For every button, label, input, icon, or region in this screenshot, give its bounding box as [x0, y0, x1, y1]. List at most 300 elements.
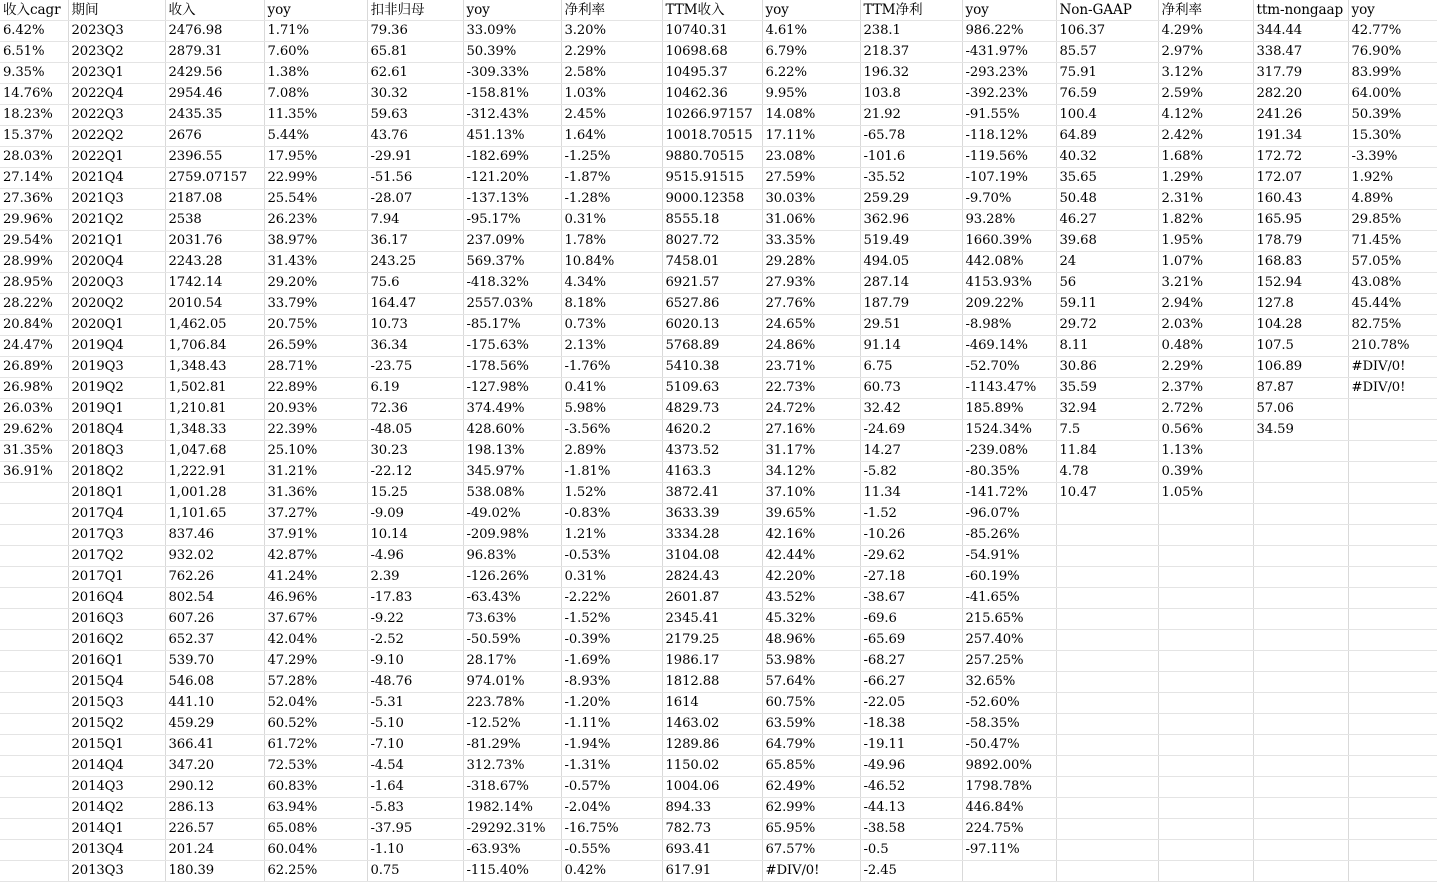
- table-cell[interactable]: 2031.76: [165, 231, 264, 252]
- table-cell[interactable]: 31.17%: [762, 441, 860, 462]
- table-cell[interactable]: 290.12: [165, 777, 264, 798]
- table-cell[interactable]: 3104.08: [662, 546, 762, 567]
- table-cell[interactable]: 338.47: [1253, 42, 1348, 63]
- table-cell[interactable]: -137.13%: [463, 189, 561, 210]
- table-cell[interactable]: [1348, 462, 1437, 483]
- table-cell[interactable]: 2013Q4: [68, 840, 165, 861]
- table-cell[interactable]: 127.8: [1253, 294, 1348, 315]
- table-cell[interactable]: 106.37: [1056, 21, 1158, 42]
- table-cell[interactable]: 1.38%: [264, 63, 367, 84]
- table-cell[interactable]: 9000.12358: [662, 189, 762, 210]
- table-cell[interactable]: -69.6: [860, 609, 962, 630]
- table-cell[interactable]: 27.59%: [762, 168, 860, 189]
- table-cell[interactable]: [1158, 798, 1253, 819]
- table-cell[interactable]: 29.20%: [264, 273, 367, 294]
- table-cell[interactable]: -95.17%: [463, 210, 561, 231]
- table-cell[interactable]: -107.19%: [962, 168, 1056, 189]
- table-cell[interactable]: -65.69: [860, 630, 962, 651]
- table-cell[interactable]: -54.91%: [962, 546, 1056, 567]
- table-cell[interactable]: 57.05%: [1348, 252, 1437, 273]
- table-cell[interactable]: 2.39: [367, 567, 463, 588]
- table-cell[interactable]: 32.94: [1056, 399, 1158, 420]
- table-cell[interactable]: 237.09%: [463, 231, 561, 252]
- table-cell[interactable]: 2023Q2: [68, 42, 165, 63]
- table-cell[interactable]: 2019Q4: [68, 336, 165, 357]
- table-cell[interactable]: [1056, 546, 1158, 567]
- table-cell[interactable]: 27.76%: [762, 294, 860, 315]
- table-cell[interactable]: 191.34: [1253, 126, 1348, 147]
- table-cell[interactable]: 37.67%: [264, 609, 367, 630]
- table-cell[interactable]: 17.11%: [762, 126, 860, 147]
- table-cell[interactable]: 1.95%: [1158, 231, 1253, 252]
- table-cell[interactable]: 0.41%: [561, 378, 662, 399]
- table-cell[interactable]: 62.61: [367, 63, 463, 84]
- table-cell[interactable]: 42.77%: [1348, 21, 1437, 42]
- table-cell[interactable]: 62.25%: [264, 861, 367, 882]
- table-cell[interactable]: 71.45%: [1348, 231, 1437, 252]
- table-cell[interactable]: 2013Q3: [68, 861, 165, 882]
- table-cell[interactable]: 6.22%: [762, 63, 860, 84]
- table-cell[interactable]: 29.85%: [1348, 210, 1437, 231]
- table-cell[interactable]: [1056, 735, 1158, 756]
- table-cell[interactable]: [1056, 588, 1158, 609]
- table-cell[interactable]: 76.90%: [1348, 42, 1437, 63]
- table-cell[interactable]: 1742.14: [165, 273, 264, 294]
- column-header[interactable]: 收入cagr: [0, 0, 68, 21]
- table-cell[interactable]: 28.03%: [0, 147, 68, 168]
- table-cell[interactable]: -29.91: [367, 147, 463, 168]
- table-cell[interactable]: 4.78: [1056, 462, 1158, 483]
- table-cell[interactable]: 2179.25: [662, 630, 762, 651]
- table-cell[interactable]: 172.72: [1253, 147, 1348, 168]
- table-cell[interactable]: 2019Q1: [68, 399, 165, 420]
- table-cell[interactable]: -0.39%: [561, 630, 662, 651]
- table-cell[interactable]: 210.78%: [1348, 336, 1437, 357]
- table-cell[interactable]: 9.35%: [0, 63, 68, 84]
- table-cell[interactable]: 25.54%: [264, 189, 367, 210]
- table-cell[interactable]: -97.11%: [962, 840, 1056, 861]
- table-cell[interactable]: 2021Q3: [68, 189, 165, 210]
- table-cell[interactable]: -5.83: [367, 798, 463, 819]
- table-cell[interactable]: 185.89%: [962, 399, 1056, 420]
- table-cell[interactable]: -5.31: [367, 693, 463, 714]
- table-cell[interactable]: 1,101.65: [165, 504, 264, 525]
- table-cell[interactable]: -28.07: [367, 189, 463, 210]
- table-cell[interactable]: 2.42%: [1158, 126, 1253, 147]
- table-cell[interactable]: -51.56: [367, 168, 463, 189]
- table-cell[interactable]: -19.11: [860, 735, 962, 756]
- table-cell[interactable]: 165.95: [1253, 210, 1348, 231]
- table-cell[interactable]: [1253, 567, 1348, 588]
- table-cell[interactable]: 65.95%: [762, 819, 860, 840]
- table-cell[interactable]: [1158, 567, 1253, 588]
- table-cell[interactable]: -85.17%: [463, 315, 561, 336]
- table-cell[interactable]: [1158, 714, 1253, 735]
- table-cell[interactable]: 18.23%: [0, 105, 68, 126]
- table-cell[interactable]: 6.51%: [0, 42, 68, 63]
- table-cell[interactable]: 1.68%: [1158, 147, 1253, 168]
- table-cell[interactable]: -1.64: [367, 777, 463, 798]
- table-cell[interactable]: 6.75: [860, 357, 962, 378]
- table-cell[interactable]: 82.75%: [1348, 315, 1437, 336]
- table-cell[interactable]: 2018Q1: [68, 483, 165, 504]
- table-cell[interactable]: 20.93%: [264, 399, 367, 420]
- table-cell[interactable]: 1,047.68: [165, 441, 264, 462]
- table-cell[interactable]: 30.32: [367, 84, 463, 105]
- table-cell[interactable]: -115.40%: [463, 861, 561, 882]
- table-cell[interactable]: -12.52%: [463, 714, 561, 735]
- table-cell[interactable]: -469.14%: [962, 336, 1056, 357]
- table-cell[interactable]: 103.8: [860, 84, 962, 105]
- table-cell[interactable]: -178.56%: [463, 357, 561, 378]
- table-cell[interactable]: 0.31%: [561, 210, 662, 231]
- table-cell[interactable]: 22.99%: [264, 168, 367, 189]
- table-cell[interactable]: 2.45%: [561, 105, 662, 126]
- table-cell[interactable]: 3.12%: [1158, 63, 1253, 84]
- table-cell[interactable]: 10698.68: [662, 42, 762, 63]
- table-cell[interactable]: 209.22%: [962, 294, 1056, 315]
- table-cell[interactable]: [0, 819, 68, 840]
- table-cell[interactable]: 0.73%: [561, 315, 662, 336]
- table-cell[interactable]: 3.21%: [1158, 273, 1253, 294]
- table-cell[interactable]: -23.75: [367, 357, 463, 378]
- table-cell[interactable]: 6.42%: [0, 21, 68, 42]
- table-cell[interactable]: 1,348.43: [165, 357, 264, 378]
- table-cell[interactable]: [1253, 441, 1348, 462]
- table-cell[interactable]: 61.72%: [264, 735, 367, 756]
- table-cell[interactable]: 26.89%: [0, 357, 68, 378]
- table-cell[interactable]: 26.98%: [0, 378, 68, 399]
- table-cell[interactable]: [1348, 588, 1437, 609]
- table-cell[interactable]: -2.52: [367, 630, 463, 651]
- table-cell[interactable]: 2019Q2: [68, 378, 165, 399]
- table-cell[interactable]: 31.35%: [0, 441, 68, 462]
- table-cell[interactable]: 50.48: [1056, 189, 1158, 210]
- table-cell[interactable]: -46.52: [860, 777, 962, 798]
- table-cell[interactable]: [1158, 840, 1253, 861]
- table-cell[interactable]: -0.53%: [561, 546, 662, 567]
- table-cell[interactable]: 32.65%: [962, 672, 1056, 693]
- table-cell[interactable]: [1253, 483, 1348, 504]
- table-cell[interactable]: [1056, 756, 1158, 777]
- table-cell[interactable]: 79.36: [367, 21, 463, 42]
- table-cell[interactable]: 4829.73: [662, 399, 762, 420]
- table-cell[interactable]: 0.75: [367, 861, 463, 882]
- table-cell[interactable]: 8027.72: [662, 231, 762, 252]
- column-header[interactable]: yoy: [962, 0, 1056, 21]
- table-cell[interactable]: 33.79%: [264, 294, 367, 315]
- table-cell[interactable]: 27.93%: [762, 273, 860, 294]
- table-cell[interactable]: 38.97%: [264, 231, 367, 252]
- table-cell[interactable]: -431.97%: [962, 42, 1056, 63]
- table-cell[interactable]: 31.06%: [762, 210, 860, 231]
- table-cell[interactable]: -66.27: [860, 672, 962, 693]
- table-cell[interactable]: 2023Q1: [68, 63, 165, 84]
- table-cell[interactable]: 1982.14%: [463, 798, 561, 819]
- table-cell[interactable]: 2022Q3: [68, 105, 165, 126]
- table-cell[interactable]: 1986.17: [662, 651, 762, 672]
- table-cell[interactable]: 6921.57: [662, 273, 762, 294]
- table-cell[interactable]: -1.10: [367, 840, 463, 861]
- table-cell[interactable]: 10266.97157: [662, 105, 762, 126]
- table-cell[interactable]: 1289.86: [662, 735, 762, 756]
- table-cell[interactable]: 29.62%: [0, 420, 68, 441]
- table-cell[interactable]: 187.79: [860, 294, 962, 315]
- table-cell[interactable]: -1.31%: [561, 756, 662, 777]
- table-cell[interactable]: [1158, 630, 1253, 651]
- table-cell[interactable]: [0, 672, 68, 693]
- table-cell[interactable]: -0.83%: [561, 504, 662, 525]
- table-cell[interactable]: -2.04%: [561, 798, 662, 819]
- table-cell[interactable]: 42.04%: [264, 630, 367, 651]
- table-cell[interactable]: 1.92%: [1348, 168, 1437, 189]
- table-cell[interactable]: 3633.39: [662, 504, 762, 525]
- table-cell[interactable]: 2018Q4: [68, 420, 165, 441]
- table-cell[interactable]: [1056, 651, 1158, 672]
- table-cell[interactable]: 29.51: [860, 315, 962, 336]
- table-cell[interactable]: [1056, 714, 1158, 735]
- table-cell[interactable]: 2243.28: [165, 252, 264, 273]
- table-cell[interactable]: 2017Q4: [68, 504, 165, 525]
- table-cell[interactable]: -81.29%: [463, 735, 561, 756]
- table-cell[interactable]: 932.02: [165, 546, 264, 567]
- table-cell[interactable]: -1.28%: [561, 189, 662, 210]
- table-cell[interactable]: 617.91: [662, 861, 762, 882]
- table-cell[interactable]: [0, 798, 68, 819]
- table-cell[interactable]: [0, 861, 68, 882]
- table-cell[interactable]: -121.20%: [463, 168, 561, 189]
- table-cell[interactable]: 652.37: [165, 630, 264, 651]
- table-cell[interactable]: 72.36: [367, 399, 463, 420]
- table-cell[interactable]: -96.07%: [962, 504, 1056, 525]
- table-cell[interactable]: 10.84%: [561, 252, 662, 273]
- table-cell[interactable]: -1.81%: [561, 462, 662, 483]
- table-cell[interactable]: 40.32: [1056, 147, 1158, 168]
- table-cell[interactable]: [1348, 798, 1437, 819]
- table-cell[interactable]: 2015Q2: [68, 714, 165, 735]
- table-cell[interactable]: [1253, 840, 1348, 861]
- table-cell[interactable]: 1.03%: [561, 84, 662, 105]
- table-cell[interactable]: -1143.47%: [962, 378, 1056, 399]
- table-cell[interactable]: 2016Q2: [68, 630, 165, 651]
- table-cell[interactable]: 2.58%: [561, 63, 662, 84]
- table-cell[interactable]: 39.68: [1056, 231, 1158, 252]
- table-cell[interactable]: 100.4: [1056, 105, 1158, 126]
- table-cell[interactable]: -29292.31%: [463, 819, 561, 840]
- table-cell[interactable]: 894.33: [662, 798, 762, 819]
- table-cell[interactable]: 286.13: [165, 798, 264, 819]
- table-cell[interactable]: -38.67: [860, 588, 962, 609]
- table-cell[interactable]: 1.52%: [561, 483, 662, 504]
- table-cell[interactable]: [1348, 567, 1437, 588]
- table-cell[interactable]: 519.49: [860, 231, 962, 252]
- table-cell[interactable]: [1348, 756, 1437, 777]
- table-cell[interactable]: 2.37%: [1158, 378, 1253, 399]
- table-cell[interactable]: 441.10: [165, 693, 264, 714]
- table-cell[interactable]: 1.78%: [561, 231, 662, 252]
- table-cell[interactable]: 8555.18: [662, 210, 762, 231]
- table-cell[interactable]: -50.59%: [463, 630, 561, 651]
- table-cell[interactable]: [1158, 735, 1253, 756]
- table-cell[interactable]: [1253, 609, 1348, 630]
- table-cell[interactable]: 24.47%: [0, 336, 68, 357]
- table-cell[interactable]: 23.71%: [762, 357, 860, 378]
- table-cell[interactable]: 172.07: [1253, 168, 1348, 189]
- table-cell[interactable]: 59.63: [367, 105, 463, 126]
- table-cell[interactable]: 9892.00%: [962, 756, 1056, 777]
- table-cell[interactable]: 2396.55: [165, 147, 264, 168]
- table-cell[interactable]: 1660.39%: [962, 231, 1056, 252]
- table-cell[interactable]: 107.5: [1253, 336, 1348, 357]
- table-cell[interactable]: 57.06: [1253, 399, 1348, 420]
- table-cell[interactable]: 31.43%: [264, 252, 367, 273]
- table-cell[interactable]: 46.96%: [264, 588, 367, 609]
- table-cell[interactable]: 1150.02: [662, 756, 762, 777]
- table-cell[interactable]: -418.32%: [463, 273, 561, 294]
- table-cell[interactable]: 11.34: [860, 483, 962, 504]
- table-cell[interactable]: 607.26: [165, 609, 264, 630]
- table-cell[interactable]: 53.98%: [762, 651, 860, 672]
- table-cell[interactable]: 374.49%: [463, 399, 561, 420]
- table-cell[interactable]: 4.12%: [1158, 105, 1253, 126]
- table-cell[interactable]: 442.08%: [962, 252, 1056, 273]
- table-cell[interactable]: 196.32: [860, 63, 962, 84]
- table-cell[interactable]: 46.27: [1056, 210, 1158, 231]
- table-cell[interactable]: 347.20: [165, 756, 264, 777]
- table-cell[interactable]: -1.11%: [561, 714, 662, 735]
- table-cell[interactable]: [0, 609, 68, 630]
- table-cell[interactable]: 1,348.33: [165, 420, 264, 441]
- table-cell[interactable]: [1253, 798, 1348, 819]
- table-cell[interactable]: 2023Q3: [68, 21, 165, 42]
- column-header[interactable]: 收入: [165, 0, 264, 21]
- table-cell[interactable]: -127.98%: [463, 378, 561, 399]
- table-cell[interactable]: -141.72%: [962, 483, 1056, 504]
- table-cell[interactable]: 2010.54: [165, 294, 264, 315]
- table-cell[interactable]: 2016Q4: [68, 588, 165, 609]
- table-cell[interactable]: 65.08%: [264, 819, 367, 840]
- table-cell[interactable]: [1253, 714, 1348, 735]
- table-cell[interactable]: [1253, 693, 1348, 714]
- table-cell[interactable]: 28.95%: [0, 273, 68, 294]
- table-cell[interactable]: 3334.28: [662, 525, 762, 546]
- table-cell[interactable]: 25.10%: [264, 441, 367, 462]
- table-cell[interactable]: 168.83: [1253, 252, 1348, 273]
- table-cell[interactable]: 344.44: [1253, 21, 1348, 42]
- table-cell[interactable]: [1056, 840, 1158, 861]
- table-cell[interactable]: -126.26%: [463, 567, 561, 588]
- table-cell[interactable]: 43.08%: [1348, 273, 1437, 294]
- table-cell[interactable]: -119.56%: [962, 147, 1056, 168]
- table-cell[interactable]: 27.14%: [0, 168, 68, 189]
- table-cell[interactable]: 2954.46: [165, 84, 264, 105]
- table-cell[interactable]: 15.37%: [0, 126, 68, 147]
- table-cell[interactable]: 14.08%: [762, 105, 860, 126]
- table-cell[interactable]: 345.97%: [463, 462, 561, 483]
- table-cell[interactable]: 28.99%: [0, 252, 68, 273]
- table-cell[interactable]: 2014Q3: [68, 777, 165, 798]
- table-cell[interactable]: 64.89: [1056, 126, 1158, 147]
- table-cell[interactable]: 4.61%: [762, 21, 860, 42]
- table-cell[interactable]: 2.89%: [561, 441, 662, 462]
- table-cell[interactable]: 85.57: [1056, 42, 1158, 63]
- table-cell[interactable]: [1253, 672, 1348, 693]
- table-cell[interactable]: [1056, 504, 1158, 525]
- table-cell[interactable]: 28.71%: [264, 357, 367, 378]
- table-cell[interactable]: 28.17%: [463, 651, 561, 672]
- table-cell[interactable]: [1253, 651, 1348, 672]
- table-cell[interactable]: 27.16%: [762, 420, 860, 441]
- table-cell[interactable]: 59.11: [1056, 294, 1158, 315]
- table-cell[interactable]: -5.10: [367, 714, 463, 735]
- table-cell[interactable]: [1158, 756, 1253, 777]
- table-cell[interactable]: [1253, 504, 1348, 525]
- table-cell[interactable]: 243.25: [367, 252, 463, 273]
- table-cell[interactable]: 1.13%: [1158, 441, 1253, 462]
- table-cell[interactable]: 198.13%: [463, 441, 561, 462]
- table-cell[interactable]: -80.35%: [962, 462, 1056, 483]
- table-cell[interactable]: 2187.08: [165, 189, 264, 210]
- table-cell[interactable]: 52.04%: [264, 693, 367, 714]
- table-cell[interactable]: 5768.89: [662, 336, 762, 357]
- table-cell[interactable]: 14.27: [860, 441, 962, 462]
- table-cell[interactable]: 24: [1056, 252, 1158, 273]
- table-cell[interactable]: 2017Q1: [68, 567, 165, 588]
- table-cell[interactable]: 1798.78%: [962, 777, 1056, 798]
- table-cell[interactable]: -101.6: [860, 147, 962, 168]
- table-cell[interactable]: 2879.31: [165, 42, 264, 63]
- table-cell[interactable]: 2676: [165, 126, 264, 147]
- table-cell[interactable]: 22.73%: [762, 378, 860, 399]
- table-cell[interactable]: 1,502.81: [165, 378, 264, 399]
- table-cell[interactable]: -17.83: [367, 588, 463, 609]
- table-cell[interactable]: -1.52: [860, 504, 962, 525]
- table-cell[interactable]: 1,462.05: [165, 315, 264, 336]
- table-cell[interactable]: 4.34%: [561, 273, 662, 294]
- table-cell[interactable]: 2601.87: [662, 588, 762, 609]
- table-cell[interactable]: 2.59%: [1158, 84, 1253, 105]
- table-cell[interactable]: [0, 651, 68, 672]
- table-cell[interactable]: 20.84%: [0, 315, 68, 336]
- table-cell[interactable]: 6020.13: [662, 315, 762, 336]
- table-cell[interactable]: [1158, 609, 1253, 630]
- column-header[interactable]: TTM收入: [662, 0, 762, 21]
- table-cell[interactable]: 36.91%: [0, 462, 68, 483]
- table-cell[interactable]: 62.99%: [762, 798, 860, 819]
- table-cell[interactable]: 36.17: [367, 231, 463, 252]
- table-cell[interactable]: 494.05: [860, 252, 962, 273]
- table-cell[interactable]: [1348, 483, 1437, 504]
- table-cell[interactable]: 10.14: [367, 525, 463, 546]
- table-cell[interactable]: -85.26%: [962, 525, 1056, 546]
- table-cell[interactable]: 27.36%: [0, 189, 68, 210]
- table-cell[interactable]: -49.02%: [463, 504, 561, 525]
- table-cell[interactable]: [1056, 819, 1158, 840]
- table-cell[interactable]: #DIV/0!: [1348, 357, 1437, 378]
- table-cell[interactable]: 67.57%: [762, 840, 860, 861]
- table-cell[interactable]: 2345.41: [662, 609, 762, 630]
- table-cell[interactable]: [1158, 546, 1253, 567]
- table-cell[interactable]: -58.35%: [962, 714, 1056, 735]
- table-cell[interactable]: 2017Q2: [68, 546, 165, 567]
- table-cell[interactable]: 2019Q3: [68, 357, 165, 378]
- table-cell[interactable]: -68.27: [860, 651, 962, 672]
- table-cell[interactable]: 2022Q1: [68, 147, 165, 168]
- table-cell[interactable]: 60.83%: [264, 777, 367, 798]
- table-cell[interactable]: [1056, 693, 1158, 714]
- table-cell[interactable]: -9.09: [367, 504, 463, 525]
- table-cell[interactable]: 15.30%: [1348, 126, 1437, 147]
